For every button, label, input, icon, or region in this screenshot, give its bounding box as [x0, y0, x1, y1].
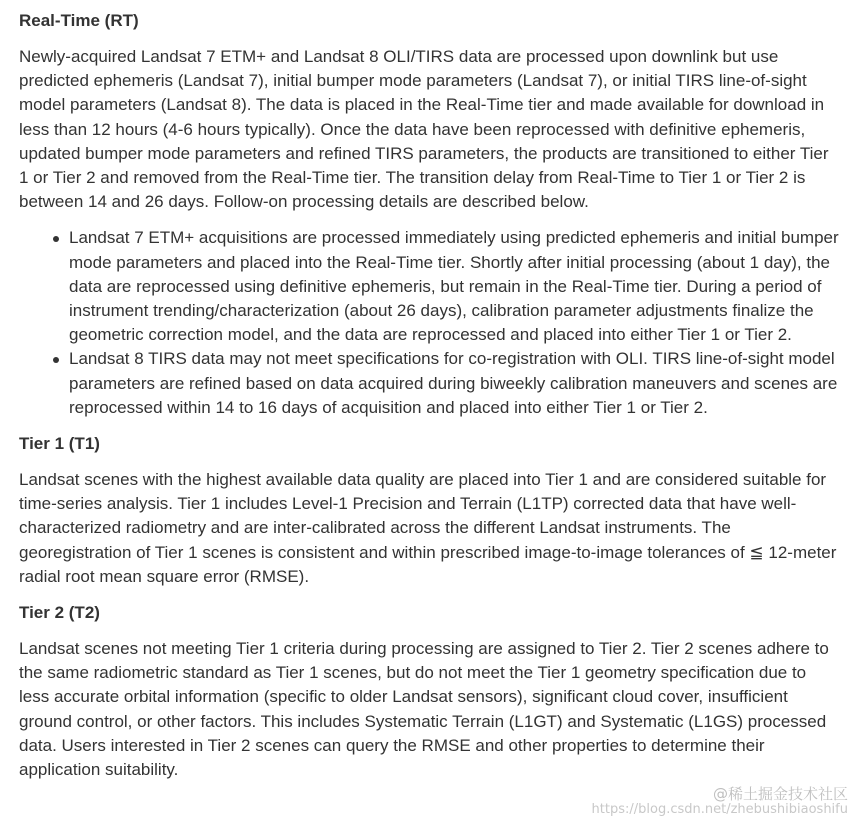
- list-item-text: Landsat 8 TIRS data may not meet specifications for co-registration with OLI. TIRS line-of-sight model parameters are refined based on data acquired during biweekly calibration maneuvers and scenes are reprocessed within 14 to 16 days of acquisition and placed into either Tier 1 or Tier 2.: [69, 349, 838, 417]
- watermark: [592, 786, 848, 818]
- real-time-bullet-list: [19, 226, 839, 420]
- list-item-text: Landsat 7 ETM+ acquisitions are processed immediately using predicted ephemeris and initial bumper mode parameters and placed into the Real-Time tier. Shortly after initial processing (about 1 day), the data are reprocessed using definitive ephemeris, but remain in the Real-Time tier. During a period of instrument trending/characterization (about 26 days), calibration parameter adjustments finalize the geometric correction model, and the data are reprocessed and placed into either Tier 1 or Tier 2.: [69, 228, 839, 345]
- section-heading-tier-1: Tier 1 (T1): [19, 434, 100, 454]
- section-heading-tier-2: Tier 2 (T2): [19, 603, 100, 623]
- section-body-tier-2: Landsat scenes not meeting Tier 1 criteria during processing are assigned to Tier 2. Tier 2 scenes adhere to the same radiometric standard as Tier 1 scenes, but do not meet the Tier 1 geometry specification due to less accurate orbital information (specific to older Landsat sensors), significant cloud cover, insufficient ground control, or other factors. This includes Systematic Terrain (L1GT) and Systematic (L1GS) processed data. Users interested in Tier 2 scenes can query the RMSE and other properties to determine their application suitability.: [19, 639, 829, 780]
- list-item: [19, 347, 839, 420]
- bullet-icon: [53, 236, 59, 242]
- list-item: [19, 226, 839, 347]
- section-body-real-time: Newly-acquired Landsat 7 ETM+ and Landsat 8 OLI/TIRS data are processed upon downlink but use predicted ephemeris (Landsat 7), initial bumper mode parameters (Landsat 7), or initial TIRS line-of-sight model parameters (Landsat 8). The data is placed in the Real-Time tier and made available for download in less than 12 hours (4-6 hours typically). Once the data have been reprocessed with definitive ephemeris, updated bumper mode parameters and refined TIRS parameters, the products are transitioned to either Tier 1 or Tier 2 and removed from the Real-Time tier. The transition delay from Real-Time to Tier 1 or Tier 2 is between 14 and 26 days. Follow-on processing details are described below.: [19, 47, 829, 212]
- document-content: [19, 9, 839, 782]
- watermark-url: https://blog.csdn.net/zhebushibiaoshifu: [591, 802, 848, 817]
- section-heading-real-time: Real-Time (RT): [19, 11, 139, 30]
- watermark-brand: @稀土掘金技术社区: [712, 785, 848, 803]
- bullet-icon: [53, 357, 59, 363]
- section-body-tier-1: Landsat scenes with the highest available data quality are placed into Tier 1 and are considered suitable for time-series analysis. Tier 1 includes Level-1 Precision and Terrain (L1TP) corrected data that have well-characterized radiometry and are inter-calibrated across the different Landsat instruments. The georegistration of Tier 1 scenes is consistent and within prescribed image-to-image tolerances of ≦ 12-meter radial root mean square error (RMSE).: [19, 470, 837, 586]
